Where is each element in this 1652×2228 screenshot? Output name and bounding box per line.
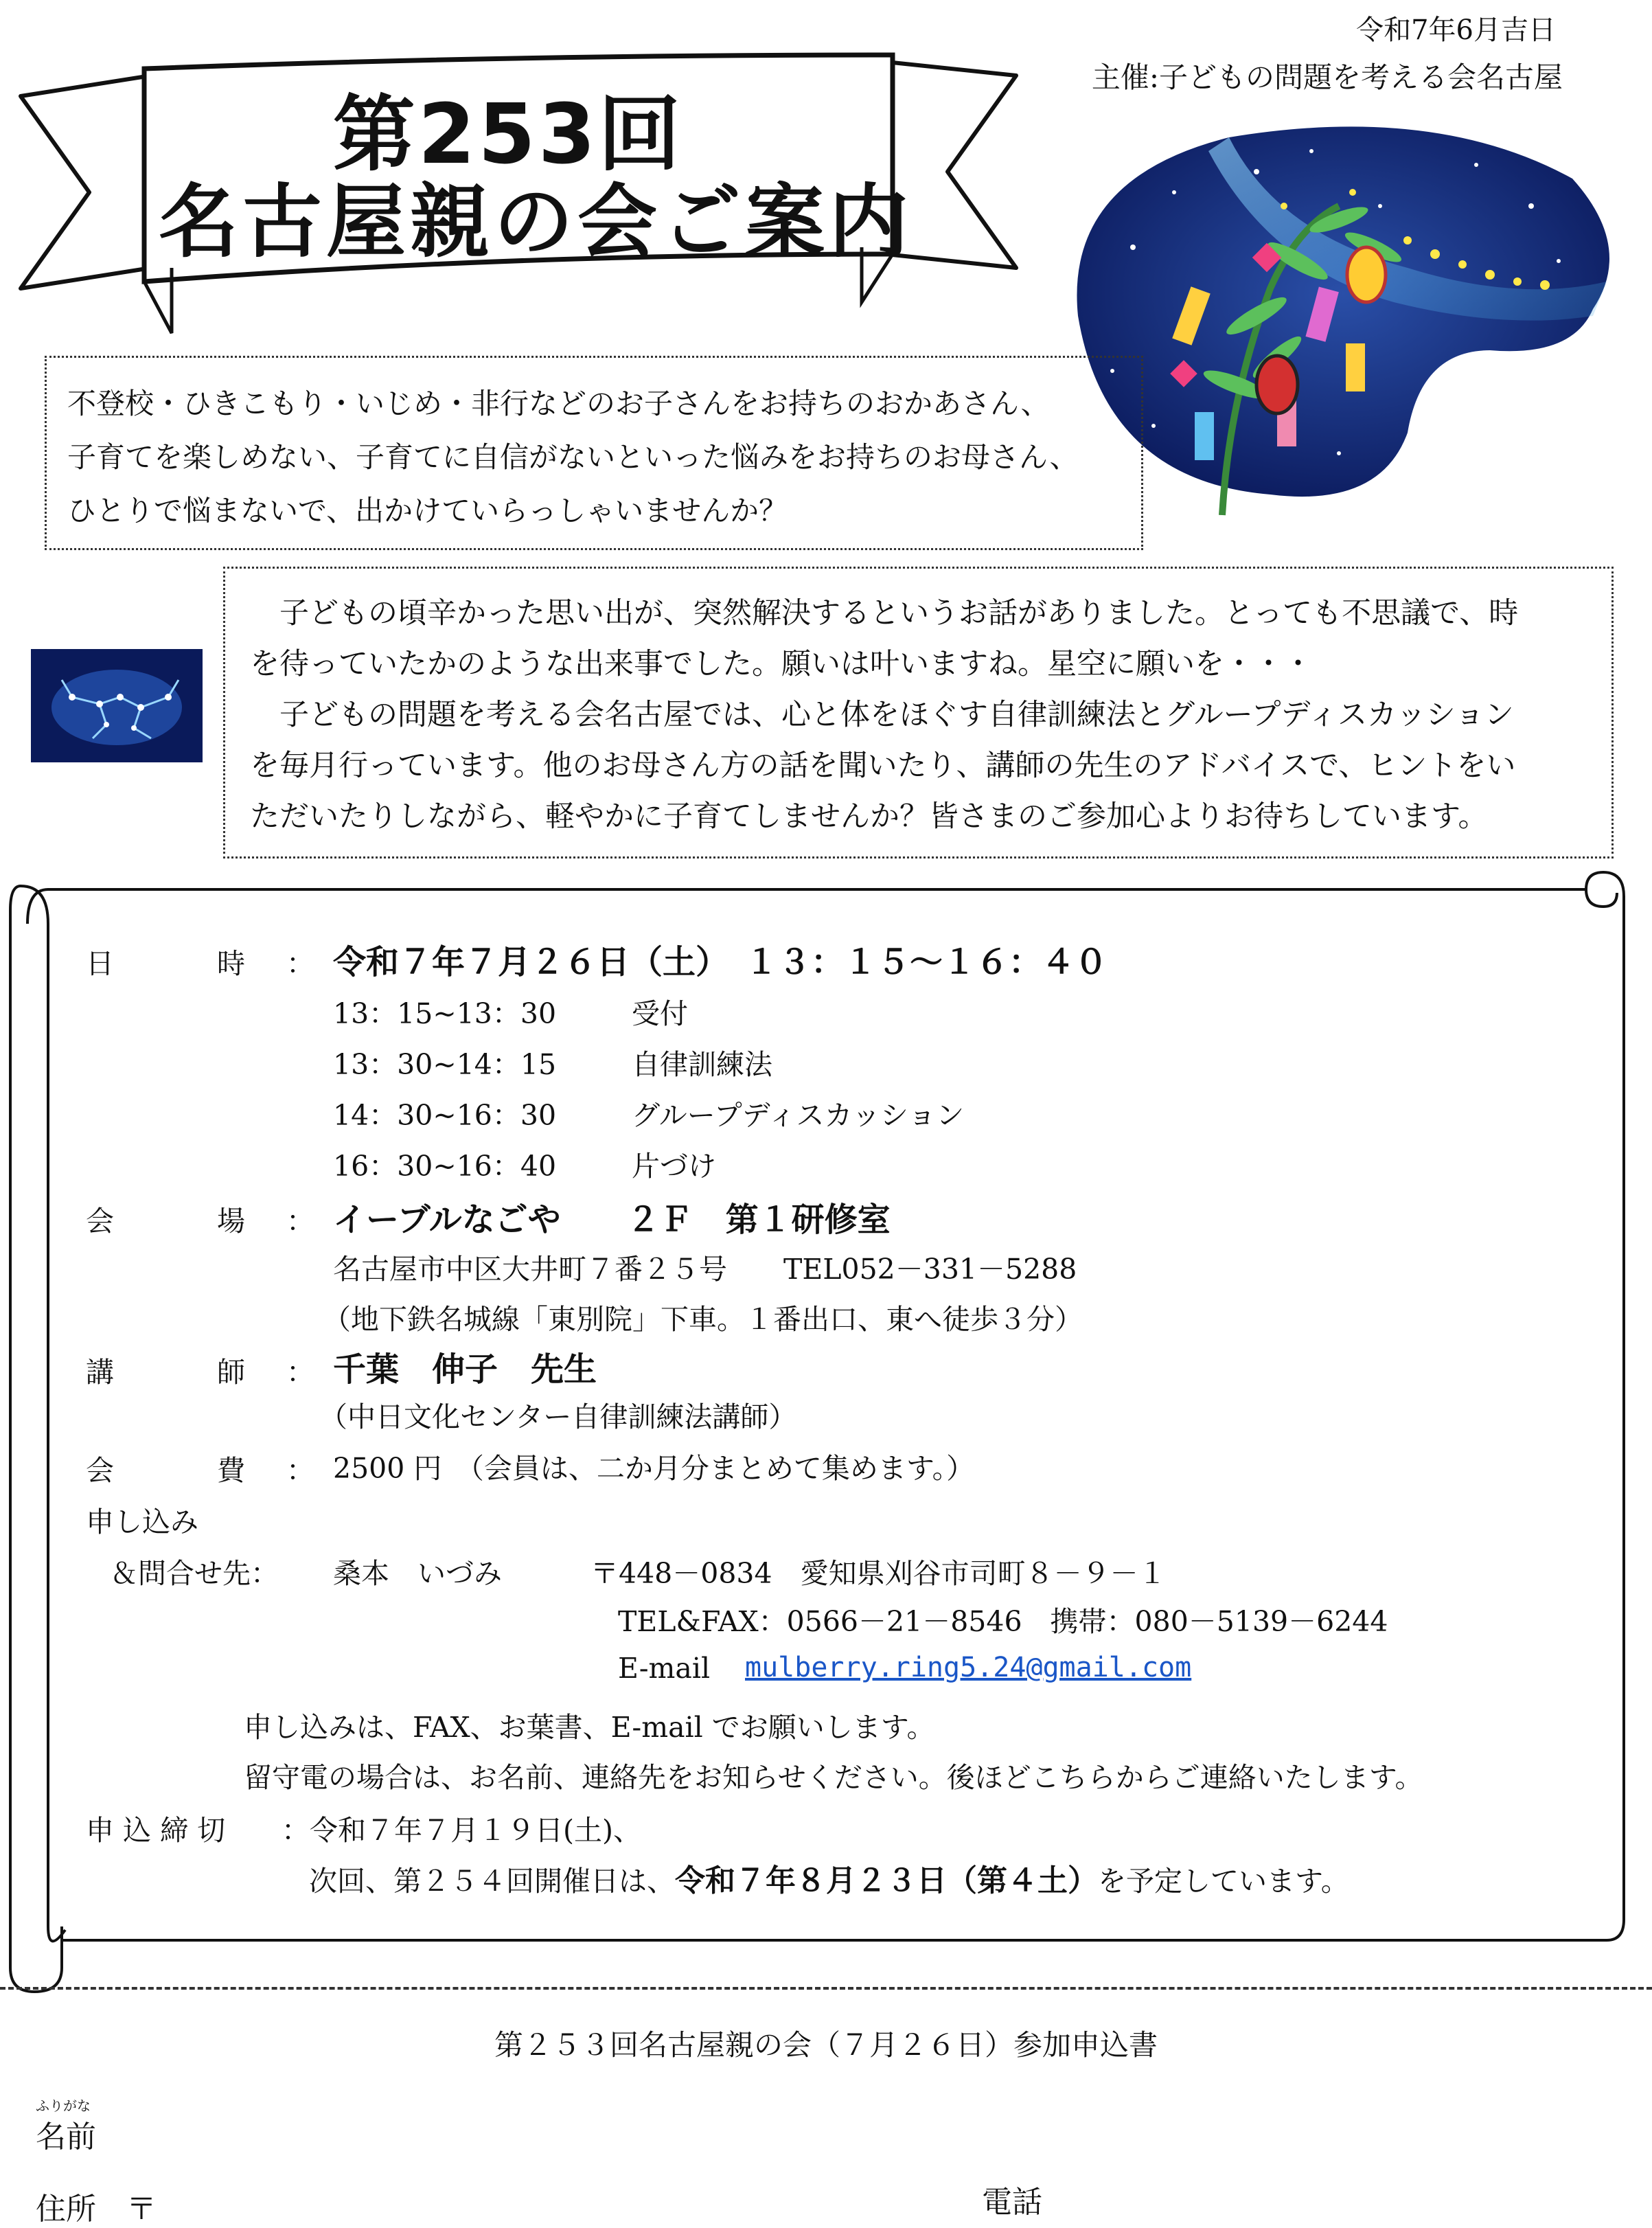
venue-label: 会 場 ：: [86, 1205, 314, 1238]
address-field-label: 住所 〒: [36, 2192, 157, 2227]
intro-line-1: 不登校・ひきこもり・いじめ・非行などのお子さんをお持ちのおかあさん、: [67, 387, 1050, 420]
issue-date: 令和7年6月吉日: [1356, 14, 1556, 46]
deadline-value: ：令和７年７月１９日(土)、: [282, 1814, 641, 1847]
furigana-label: ふりがな: [36, 2098, 91, 2114]
story-line-2: を待っていたかのような出来事でした。願いは叶いますね。星空に願いを・・・: [250, 647, 1313, 681]
intro-line-2: 子育てを楽しめない、子育てに自信がないといった悩みをお持ちのお母さん、: [67, 440, 1079, 474]
details-scroll-frame: [7, 869, 1634, 1995]
contact-label-1: 申し込み: [86, 1505, 198, 1538]
schedule-item: 片づけ: [632, 1150, 716, 1183]
venue-access: （地下鉄名城線「東別院」下車。１番出口、東へ徒歩３分）: [323, 1303, 1083, 1336]
schedule-time: 14：30~16：30: [333, 1099, 557, 1132]
lecturer-name: 千葉 伸子 先生: [333, 1350, 597, 1389]
story-line-4: を毎月行っています。他のお母さん方の話を聞いたり、講師の先生のアドバイスで、ヒントをい: [250, 749, 1516, 783]
email-link[interactable]: mulberry.ring5.24@gmail.com: [745, 1652, 1192, 1683]
deadline-label: 申 込 締 切: [86, 1814, 226, 1847]
contact-note-1: 申し込みは、FAX、お葉書、E-mail でお願いします。: [244, 1711, 935, 1744]
fee-value: 2500 円 （会員は、二か月分まとめて集めます。）: [333, 1452, 975, 1485]
schedule-item: 受付: [632, 997, 688, 1030]
email-label: E-mail: [618, 1652, 711, 1685]
story-line-5: ただいたりしながら、軽やかに子育てしませんか？皆さまのご参加心よりお待ちしています。: [250, 799, 1488, 834]
contact-name: 桑本 いづみ: [333, 1557, 502, 1590]
intro-line-3: ひとりで悩まないで、出かけていらっしゃいませんか？: [67, 494, 788, 527]
phone-field-label: 電話: [982, 2185, 1042, 2220]
datetime-value: 令和７年７月２６日（土） １３：１５～１６：４０: [333, 943, 1108, 981]
venue-address: 名古屋市中区大井町７番２５号 TEL052－331－5288: [333, 1253, 1077, 1286]
schedule-time: 13：15~13：30: [333, 997, 557, 1030]
next-meeting-date: 令和７年８月２３日（第４土）: [675, 1863, 1098, 1898]
constellation-image: [31, 649, 203, 762]
schedule-time: 13：30~14：15: [333, 1048, 557, 1081]
schedule-item: 自律訓練法: [632, 1048, 772, 1081]
story-line-1: 子どもの頃辛かった思い出が、突然解決するというお話がありました。とっても不思議で、時: [250, 596, 1519, 630]
fee-label: 会 費 ：: [86, 1454, 314, 1487]
cut-line: [0, 1987, 1652, 1990]
contact-note-2: 留守電の場合は、お名前、連絡先をお知らせください。後ほどこちらからご連絡いたします。: [244, 1761, 1423, 1794]
contact-address: 〒448－0834 愛知県刈谷市司町８－９－１: [590, 1557, 1167, 1590]
next-meeting: 次回、第２５４回開催日は、令和７年８月２３日（第４土）を予定しています。: [309, 1863, 1349, 1898]
story-box: [223, 567, 1614, 859]
schedule-item: グループディスカッション: [632, 1099, 965, 1132]
intro-box: [45, 356, 1143, 550]
lecturer-title: （中日文化センター自律訓練法講師）: [319, 1400, 797, 1433]
contact-label-2: ＆問合せ先：: [110, 1557, 279, 1590]
story-line-3: 子どもの問題を考える会名古屋では、心と体をほぐす自律訓練法とグループディスカッション: [250, 698, 1514, 732]
lecturer-label: 講 師 ：: [86, 1356, 314, 1389]
schedule-time: 16：30~16：40: [333, 1150, 557, 1183]
title-line-1: 第253回: [332, 87, 684, 183]
title-line-2: 名古屋親の会ご案内: [159, 176, 913, 269]
venue-name: イーブルなごや ２Ｆ 第１研修室: [333, 1201, 891, 1239]
name-field-label: 名前: [36, 2119, 96, 2155]
organizer: 主催:子どもの問題を考える会名古屋: [1091, 60, 1563, 94]
contact-phones: TEL&FAX：0566－21－8546 携帯：080－5139－6244: [618, 1605, 1388, 1638]
form-title: 第２５３回名古屋親の会（７月２６日）参加申込書: [494, 2028, 1158, 2062]
datetime-label: 日 時 ：: [86, 947, 314, 980]
